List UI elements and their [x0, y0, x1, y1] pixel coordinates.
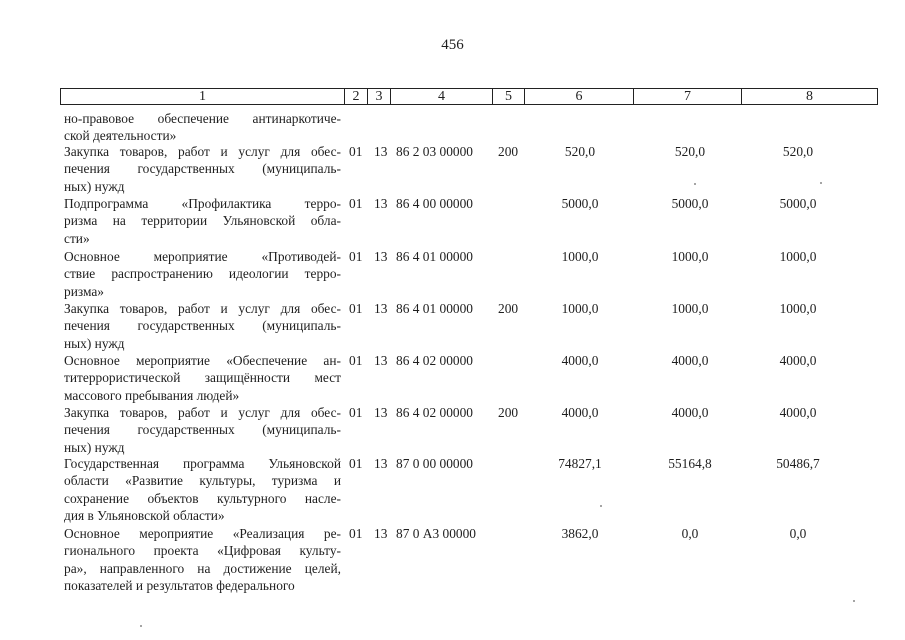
amount-year-1: 520,0 — [564, 144, 596, 159]
subsection-code: 13 — [374, 196, 388, 211]
scan-speck — [600, 505, 602, 507]
description-line: ской деятельности» — [64, 128, 177, 144]
expense-type-code: 200 — [498, 301, 519, 316]
header-col-2: 2 — [345, 89, 368, 104]
header-col-8: 8 — [806, 89, 813, 104]
amount-year-2: 55164,8 — [668, 456, 712, 471]
row-description — [64, 404, 341, 456]
header-col-5: 5 — [493, 89, 525, 104]
amount-year-1: 4000,0 — [561, 405, 599, 420]
description-line: ризма» — [64, 283, 104, 299]
description-line: ра», направленного на достижение целей, — [64, 560, 341, 576]
amount-year-3: 1000,0 — [779, 249, 817, 264]
subsection-code: 13 — [374, 405, 388, 420]
description-line: печения государственных (муниципаль- — [64, 422, 341, 438]
amount-year-1: 1000,0 — [561, 249, 599, 264]
row-description — [64, 525, 341, 594]
scan-speck — [140, 625, 142, 627]
section-code: 01 — [349, 526, 363, 541]
description-line: Подпрограмма «Профилактика терро- — [64, 196, 341, 211]
target-article-code: 86 4 01 00000 — [396, 249, 473, 264]
description-line: ствие распространению идеологии терро- — [64, 266, 341, 282]
description-line: дия в Ульяновской области» — [64, 507, 225, 523]
table-header-row — [60, 88, 878, 105]
scan-speck — [820, 182, 822, 184]
subsection-code: 13 — [374, 353, 388, 368]
description-line: печения государственных (муниципаль- — [64, 318, 341, 334]
description-line: сти» — [64, 230, 90, 246]
section-code: 01 — [349, 456, 363, 471]
description-line: ных) нужд — [64, 439, 125, 455]
description-line: титеррористической защищённости мест — [64, 370, 341, 386]
description-line: Закупка товаров, работ и услуг для обес- — [64, 301, 341, 316]
description-line: Государственная программа Ульяновской — [64, 456, 341, 471]
header-col-6: 6 — [525, 89, 634, 104]
amount-year-2: 0,0 — [681, 526, 699, 541]
header-col-4: 4 — [391, 89, 493, 104]
amount-year-1: 3862,0 — [561, 526, 599, 541]
subsection-code: 13 — [374, 249, 388, 264]
description-line: сохранение объектов культурного насле- — [64, 490, 341, 506]
target-article-code: 87 0 00 00000 — [396, 456, 473, 471]
description-line: показателей и результатов федерального — [64, 577, 295, 593]
description-line: Закупка товаров, работ и услуг для обес- — [64, 144, 341, 159]
row-description — [64, 352, 341, 404]
amount-year-2: 4000,0 — [671, 405, 709, 420]
page-number: 456 — [441, 37, 464, 53]
section-code: 01 — [349, 301, 363, 316]
section-code: 01 — [349, 144, 363, 159]
row-description — [64, 455, 341, 524]
description-line: Основное мероприятие «Обеспечение ан- — [64, 353, 341, 368]
amount-year-2: 1000,0 — [671, 301, 709, 316]
amount-year-3: 0,0 — [789, 526, 807, 541]
amount-year-2: 5000,0 — [671, 196, 709, 211]
row-description — [64, 143, 341, 195]
section-code: 01 — [349, 353, 363, 368]
description-line: Основное мероприятие «Противодей- — [64, 249, 341, 264]
amount-year-2: 520,0 — [674, 144, 706, 159]
amount-year-3: 520,0 — [782, 144, 814, 159]
description-line: ных) нужд — [64, 178, 125, 194]
section-code: 01 — [349, 405, 363, 420]
description-line: Закупка товаров, работ и услуг для обес- — [64, 405, 341, 420]
section-code: 01 — [349, 249, 363, 264]
scan-speck — [694, 183, 696, 185]
amount-year-3: 1000,0 — [779, 301, 817, 316]
description-line: печения государственных (муниципаль- — [64, 161, 341, 177]
scan-speck — [853, 600, 855, 602]
target-article-code: 86 4 02 00000 — [396, 405, 473, 420]
header-col-3: 3 — [368, 89, 391, 104]
description-line: ных) нужд — [64, 335, 125, 351]
subsection-code: 13 — [374, 301, 388, 316]
target-article-code: 86 4 00 00000 — [396, 196, 473, 211]
amount-year-1: 1000,0 — [561, 301, 599, 316]
subsection-code: 13 — [374, 526, 388, 541]
amount-year-1: 74827,1 — [558, 456, 602, 471]
row-description — [64, 110, 341, 145]
target-article-code: 86 4 01 00000 — [396, 301, 473, 316]
expense-type-code: 200 — [498, 144, 519, 159]
subsection-code: 13 — [374, 144, 388, 159]
description-line: но-правовое обеспечение антинаркотиче- — [64, 111, 341, 126]
description-line: ризма на территории Ульяновской обла- — [64, 213, 341, 229]
target-article-code: 86 4 02 00000 — [396, 353, 473, 368]
row-description — [64, 195, 341, 247]
header-col-1: 1 — [61, 89, 345, 104]
row-description — [64, 248, 341, 300]
description-line: гионального проекта «Цифровая культу- — [64, 543, 341, 559]
amount-year-1: 4000,0 — [561, 353, 599, 368]
subsection-code: 13 — [374, 456, 388, 471]
target-article-code: 87 0 А3 00000 — [396, 526, 476, 541]
row-description — [64, 300, 341, 352]
expense-type-code: 200 — [498, 405, 519, 420]
target-article-code: 86 2 03 00000 — [396, 144, 473, 159]
section-code: 01 — [349, 196, 363, 211]
amount-year-3: 50486,7 — [776, 456, 820, 471]
description-line: Основное мероприятие «Реализация ре- — [64, 526, 341, 541]
amount-year-1: 5000,0 — [561, 196, 599, 211]
amount-year-3: 5000,0 — [779, 196, 817, 211]
description-line: массового пребывания людей» — [64, 387, 240, 403]
amount-year-3: 4000,0 — [779, 405, 817, 420]
description-line: области «Развитие культуры, туризма и — [64, 473, 341, 489]
header-col-7: 7 — [634, 89, 742, 104]
amount-year-2: 4000,0 — [671, 353, 709, 368]
amount-year-3: 4000,0 — [779, 353, 817, 368]
amount-year-2: 1000,0 — [671, 249, 709, 264]
